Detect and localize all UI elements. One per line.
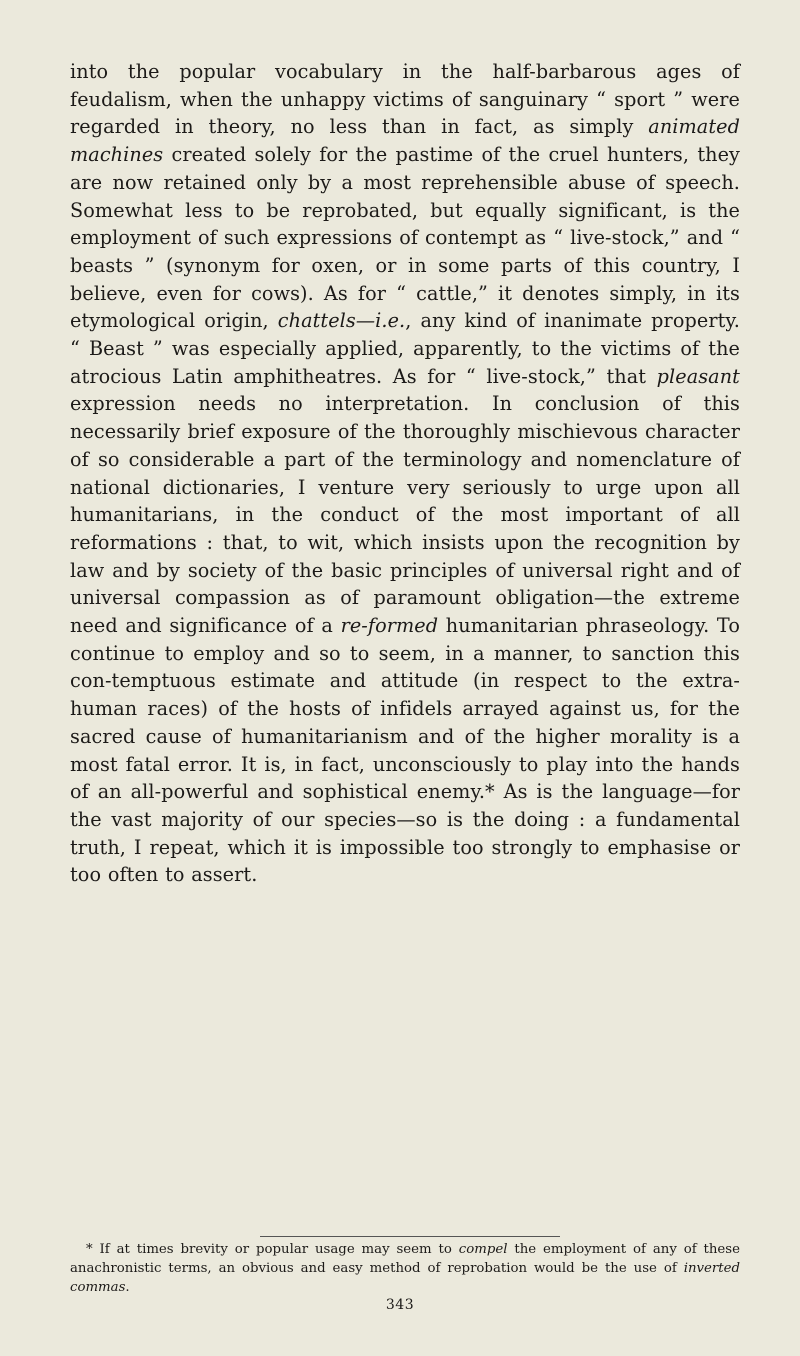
italic-phrase: re-formed bbox=[340, 614, 439, 638]
body-text-run: , any kind of inanimate property. “ Beast ” was especially applied, apparently, to the victims of the atrocious Latin amphitheatres. As for “ live-stock,” that bbox=[70, 309, 740, 388]
italic-phrase: chattels—i.e. bbox=[277, 309, 406, 333]
body-text-run: humanitarian phraseology. To continue to employ and so to seem, in a manner, to sanction this con-temptuous estimate and attitude (in respect to the extra-human races) of the hosts of infidels arrayed against us, for the sacred cause of humanitarianism and of the higher morality is a most fatal error. It is, in fact, unconsciously to play into the hands of an all-powerful and sophistical enemy.* As is the language—for the vast majority of our species—so is the doing : a fundamental truth, I repeat, which it is impossible too strongly to emphasise or too often to assert. bbox=[70, 614, 740, 887]
footnote-text-run: . bbox=[125, 1280, 130, 1295]
footnote-divider bbox=[260, 1236, 560, 1237]
page-number: 343 bbox=[385, 1297, 415, 1313]
body-paragraph bbox=[70, 58, 740, 889]
body-text-run: created solely for the pastime of the cruel hunters, they are now retained only by a most reprehensible abuse of speech. Somewhat less to be reprobated, but equally significant, is the employment of such expressions of contempt as “ live-stock,” and “ beasts ” (synonym for oxen, or in some parts of this country, I believe, even for cows). As for “ cattle,” it denotes simply, in its etymological origin, bbox=[70, 143, 740, 333]
italic-phrase: pleasant bbox=[656, 364, 740, 388]
italic-phrase: animated machines bbox=[70, 115, 740, 167]
footnote-italic: inverted commas bbox=[70, 1261, 740, 1295]
body-text-run: into the popular vocabulary in the half-barbarous ages of feudalism, when the unhappy victims of sanguinary “ sport ” were regarded in theory, no less than in fact, as simply bbox=[70, 60, 740, 139]
footnote-text-run: the employment of any of these anachronistic terms, an obvious and easy method of reprobation would be the use of bbox=[70, 1242, 740, 1276]
footnote-text-run: * If at times brevity or popular usage may seem to bbox=[86, 1242, 459, 1257]
footnote-italic: compel bbox=[458, 1242, 508, 1257]
footnote bbox=[70, 1240, 740, 1297]
body-text-run: expression needs no interpretation. In conclusion of this necessarily brief exposure of the thoroughly mischievous character of so considerable a part of the terminology and nomenclature of national dictionaries, I venture very seriously to urge upon all humanitarians, in the conduct of the most important of all reformations : that, to wit, which insists upon the recognition by law and by society of the basic principles of universal right and of universal compassion as of paramount obligation—the extreme need and significance of a bbox=[70, 392, 740, 638]
